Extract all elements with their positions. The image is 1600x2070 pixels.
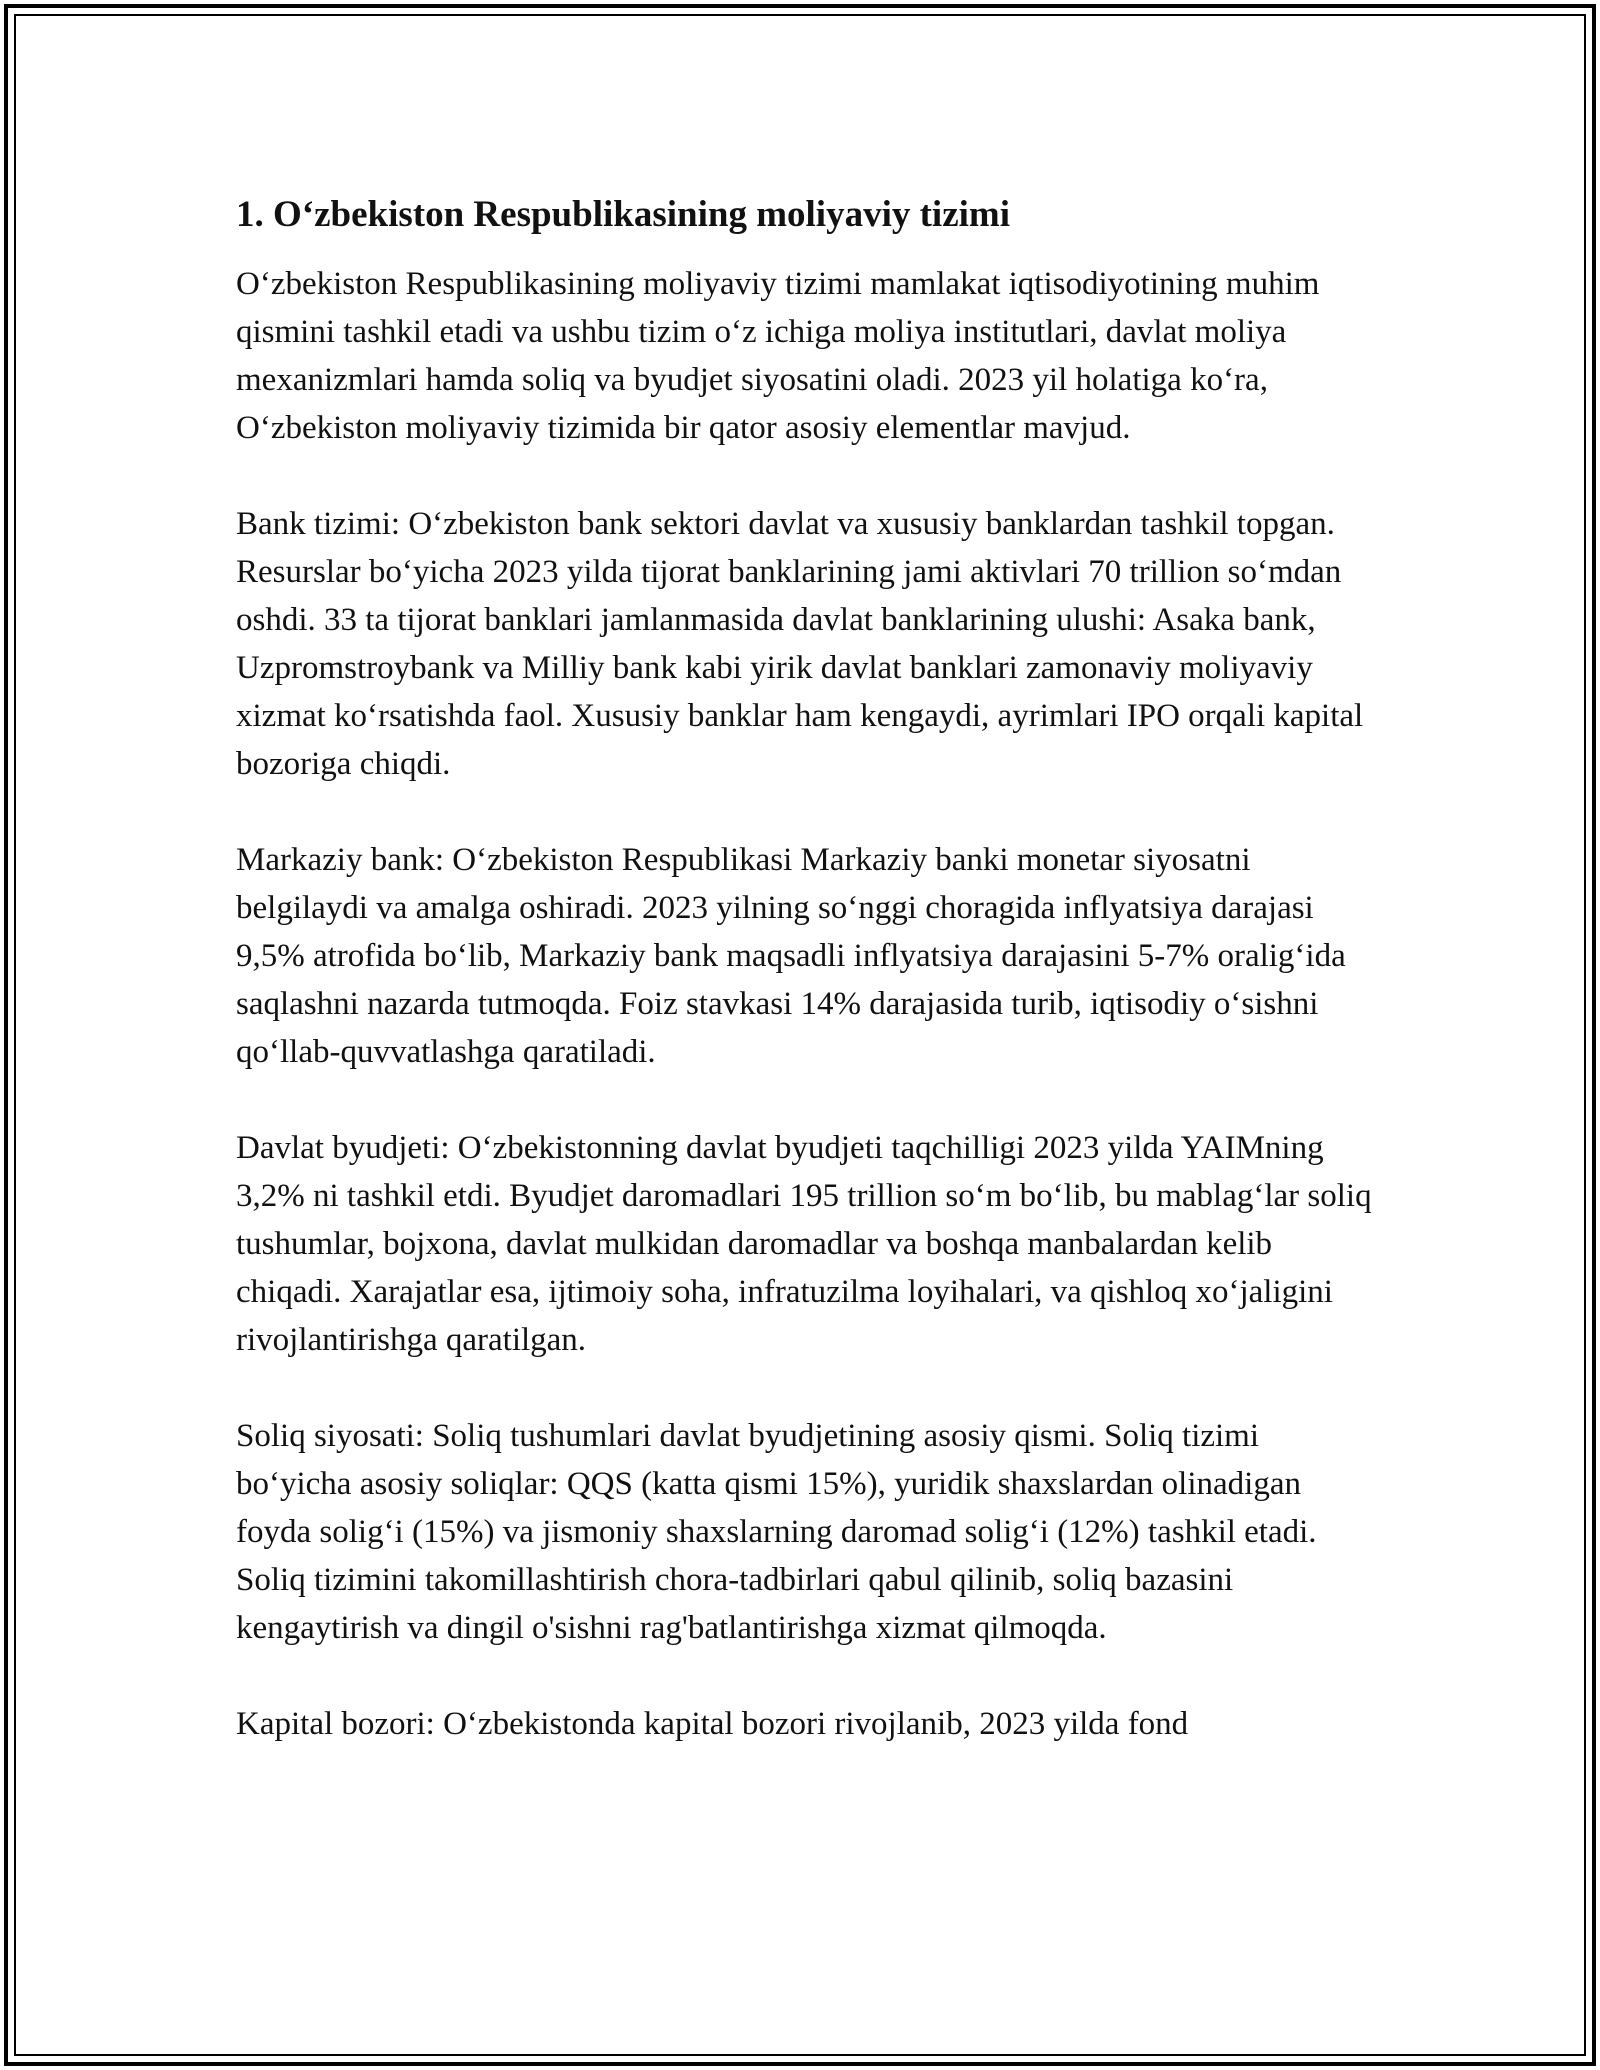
paragraph-central-bank: Markaziy bank: O‘zbekiston Respublikasi Markaziy banki monetar siyosatni belgilaydi va amalga oshiradi. 2023 yilning so‘nggi choragida inflyatsiya darajasi 9,5% atrofida bo‘lib, Markaziy bank maqsadli inflyatsiya darajasini 5-7% oralig‘ida saqlashni nazarda tutmoqda. Foiz stavkasi 14% darajasida turib, iqtisodiy o‘sishni qo‘llab-quvvatlashga qaratiladi. [236,842,1346,1070]
paragraph-bank-system: Bank tizimi: O‘zbekiston bank sektori davlat va xususiy banklardan tashkil topgan. Resurslar bo‘yicha 2023 yilda tijorat banklarining jami aktivlari 70 trillion so‘mdan oshdi. 33 ta tijorat banklari jamlanmasida davlat banklarining ulushi: Asaka bank, Uzpromstroybank va Milliy bank kabi yirik davlat banklari zamonaviy moliyaviy xizmat ko‘rsatishda faol. Xususiy banklar ham kengaydi, ayrimlari IPO orqali kapital bozoriga chiqdi. [236,506,1364,782]
document-body [236,188,1376,1748]
paragraph-intro: O‘zbekiston Respublikasining moliyaviy tizimi mamlakat iqtisodiyotining muhim qismini tashkil etadi va ushbu tizim o‘z ichiga moliya institutlari, davlat moliya mexanizmlari hamda soliq va byudjet siyosatini oladi. 2023 yil holatiga ko‘ra, O‘zbekiston moliyaviy tizimida bir qator asosiy elementlar mavjud. [236,266,1320,446]
section-heading: 1. O‘zbekiston Respublikasining moliyaviy tizimi [236,194,1011,235]
paragraph-state-budget: Davlat byudjeti: O‘zbekistonning davlat byudjeti taqchilligi 2023 yilda YAIMning 3,2% ni tashkil etdi. Byudjet daromadlari 195 trillion so‘m bo‘lib, bu mablag‘lar soliq tushumlar, bojxona, davlat mulkidan daromadlar va boshqa manbalardan kelib chiqadi. Xarajatlar esa, ijtimoiy soha, infratuzilma loyihalari, va qishloq xo‘jaligini rivojlantirishga qaratilgan. [236,1130,1372,1358]
paragraph-tax-policy: Soliq siyosati: Soliq tushumlari davlat byudjetining asosiy qismi. Soliq tizimi bo‘yicha asosiy soliqlar: QQS (katta qismi 15%), yuridik shaxslardan olinadigan foyda solig‘i (15%) va jismoniy shaxslarning daromad solig‘i (12%) tashkil etadi. Soliq tizimini takomillashtirish chora-tadbirlari qabul qilinib, soliq bazasini kengaytirish va dingil o'sishni rag'batlantirishga xizmat qilmoqda. [236,1418,1317,1646]
paragraph-capital-market: Kapital bozori: O‘zbekistonda kapital bozori rivojlanib, 2023 yilda fond [236,1706,1189,1742]
